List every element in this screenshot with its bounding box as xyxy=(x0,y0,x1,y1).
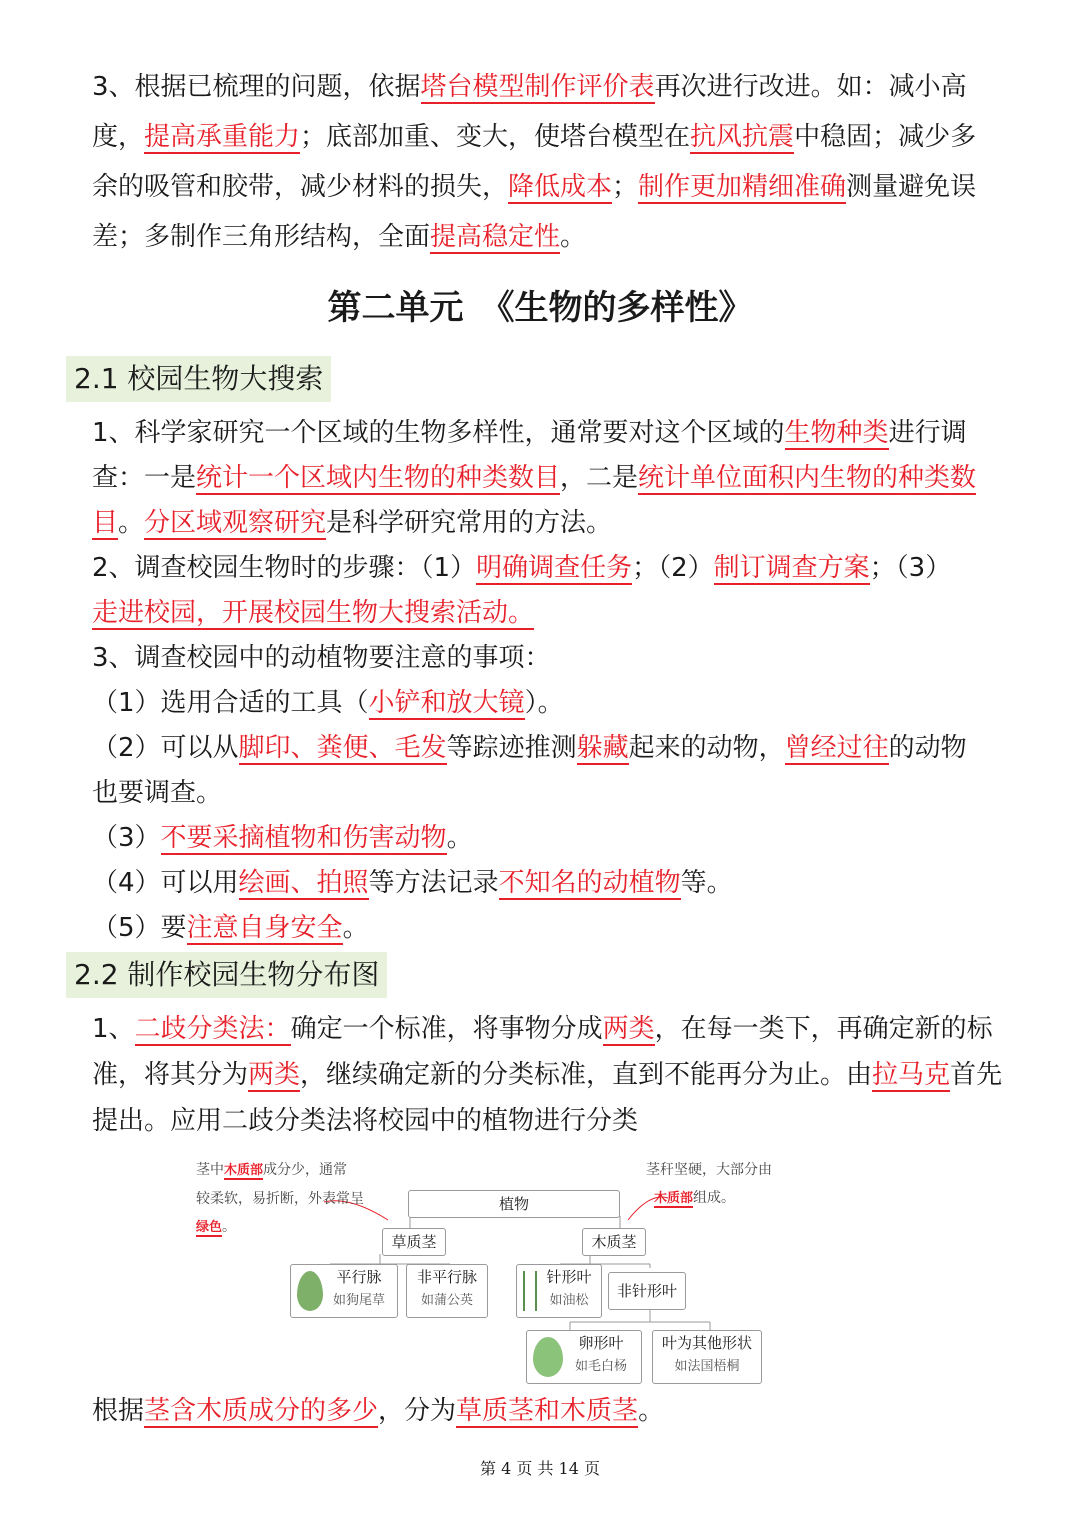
diagram-leaf-needle xyxy=(516,1264,602,1318)
text: 较柔软，易折断，外表常呈 xyxy=(196,1191,364,1207)
text: 1、 xyxy=(92,1014,135,1044)
text: 差；多制作三角形结构，全面 xyxy=(92,222,431,252)
needle-icon xyxy=(523,1271,537,1311)
para3-line3 xyxy=(92,162,1022,212)
answer: 明确调查任务 xyxy=(476,553,633,583)
answer: 两类 xyxy=(602,1014,655,1044)
s21-b-line1 xyxy=(92,543,1022,593)
text: ）。 xyxy=(524,688,564,718)
answer: 不要采摘植物和伤害动物 xyxy=(160,823,447,853)
note-left xyxy=(196,1156,364,1242)
text: 。 xyxy=(446,823,473,853)
diagram-woody-stem: 木质茎 xyxy=(582,1228,646,1256)
answer: 绘画、拍照 xyxy=(238,868,369,898)
text: ； xyxy=(612,172,639,202)
label: 针形叶 xyxy=(546,1268,592,1286)
example: 如狗尾草 xyxy=(332,1293,385,1308)
text: ，继续确定新的分类标准，直到不能再分为止。由 xyxy=(300,1060,873,1090)
text: 。 xyxy=(342,913,369,943)
s21-c-line3 xyxy=(92,813,1022,863)
answer: 生物种类 xyxy=(784,418,889,448)
answer: 制作更加精细准确 xyxy=(638,172,847,202)
text: 的动物 xyxy=(888,733,967,763)
note-right xyxy=(646,1156,772,1213)
text: 成分少，通常 xyxy=(263,1162,348,1178)
example: 如油松 xyxy=(549,1293,589,1308)
s21-c-line1 xyxy=(92,678,1022,728)
text: 查：一是 xyxy=(92,463,197,493)
answer: 走进校园，开展校园生物大搜索活动。 xyxy=(92,598,535,628)
answer: 统计单位面积内生物的种类数 xyxy=(638,463,977,493)
text: 。 xyxy=(560,222,587,252)
text: 测量避免误 xyxy=(846,172,977,202)
s21-c-line5 xyxy=(92,903,1022,953)
text: 等方法记录 xyxy=(368,868,499,898)
answer: 草质茎和木质茎 xyxy=(456,1396,639,1426)
diagram-leaf-ovate xyxy=(526,1330,642,1384)
s21-a-line1 xyxy=(92,408,1022,458)
answer: 提高承重能力 xyxy=(144,122,301,152)
leaf-icon xyxy=(533,1337,563,1377)
text: ；（2） xyxy=(632,553,714,583)
text: 。 xyxy=(118,508,145,538)
para3-line2 xyxy=(92,112,1022,162)
text: 余的吸管和胶带，减少材料的损失， xyxy=(92,172,509,202)
text: 茎中 xyxy=(196,1162,224,1178)
answer: 注意自身安全 xyxy=(186,913,343,943)
text: ；（3） xyxy=(869,553,952,583)
text: 组成。 xyxy=(693,1190,736,1206)
text: 进行调 xyxy=(888,418,967,448)
label: 卵形叶 xyxy=(578,1334,624,1352)
text: 度， xyxy=(92,122,145,152)
text: ，在每一类下，再确定新的标 xyxy=(654,1014,993,1044)
section-heading-2-2: 2.2 制作校园生物分布图 xyxy=(66,952,387,998)
answer: 二歧分类法： xyxy=(134,1014,291,1044)
text: （3） xyxy=(92,823,161,853)
s22-last-line xyxy=(92,1386,1022,1436)
para3-line4 xyxy=(92,212,1022,262)
text: 1、科学家研究一个区域的生物多样性，通常要对这个区域的 xyxy=(92,418,785,448)
section-heading-2-1: 2.1 校园生物大搜索 xyxy=(66,356,331,402)
answer: 茎含木质成分的多少 xyxy=(144,1396,379,1426)
example: 如法国梧桐 xyxy=(674,1359,740,1374)
label: 非平行脉 xyxy=(416,1268,477,1286)
answer: 目 xyxy=(92,508,119,538)
answer: 两类 xyxy=(248,1060,301,1090)
s21-c-line0: 3、调查校园中的动植物要注意的事项： xyxy=(92,643,551,673)
text: （2）可以从 xyxy=(92,733,239,763)
answer: 统计一个区域内生物的种类数目 xyxy=(196,463,561,493)
answer: 木质部 xyxy=(654,1191,694,1206)
text: （5）要 xyxy=(92,913,187,943)
text: 首先 xyxy=(950,1060,1003,1090)
text: 2、调查校园生物时的步骤：（1） xyxy=(92,553,477,583)
leaf-icon xyxy=(297,1271,323,1311)
text: 等。 xyxy=(680,868,733,898)
answer: 分区域观察研究 xyxy=(144,508,327,538)
diagram-leaf-nonneedle: 非针形叶 xyxy=(608,1272,686,1310)
s21-b-line2 xyxy=(92,588,1022,638)
s21-a-line3 xyxy=(92,498,1022,548)
text: ，二是 xyxy=(560,463,639,493)
answer: 脚印、粪便、毛发 xyxy=(238,733,447,763)
unit-title: 第二单元 《生物的多样性》 xyxy=(327,288,753,328)
label: 平行脉 xyxy=(336,1268,382,1286)
answer: 小铲和放大镜 xyxy=(368,688,525,718)
text: 3、根据已梳理的问题，依据 xyxy=(92,72,421,102)
answer: 绿色 xyxy=(196,1220,223,1235)
text: （4）可以用 xyxy=(92,868,239,898)
text: 是科学研究常用的方法。 xyxy=(326,508,613,538)
classification-diagram xyxy=(190,1156,790,1392)
answer: 曾经过往 xyxy=(784,733,889,763)
label: 叶为其他形状 xyxy=(661,1334,752,1352)
text: ，分为 xyxy=(378,1396,457,1426)
answer: 抗风抗震 xyxy=(690,122,795,152)
text: 再次进行改进。如：减小高 xyxy=(654,72,967,102)
example: 如蒲公英 xyxy=(420,1293,473,1308)
text: 确定一个标准，将事物分成 xyxy=(290,1014,603,1044)
page-footer: 第 4 页 共 14 页 xyxy=(480,1459,600,1478)
answer: 躲藏 xyxy=(576,733,629,763)
s21-a-line2 xyxy=(92,453,1022,503)
s22-a-line3: 提出。应用二歧分类法将校园中的植物进行分类 xyxy=(92,1106,639,1136)
text: （1）选用合适的工具（ xyxy=(92,688,369,718)
text: 中稳固；减少多 xyxy=(794,122,977,152)
text: 起来的动物， xyxy=(628,733,785,763)
text: 。 xyxy=(638,1396,665,1426)
answer: 提高稳定性 xyxy=(430,222,561,252)
answer: 木质部 xyxy=(224,1163,264,1178)
text: 等踪迹推测 xyxy=(446,733,577,763)
s21-c-line2 xyxy=(92,723,1022,773)
diagram-herbaceous-stem: 草质茎 xyxy=(382,1228,446,1256)
answer: 拉马克 xyxy=(872,1060,951,1090)
s21-c-line2b: 也要调查。 xyxy=(92,778,223,808)
text: 。 xyxy=(222,1219,237,1235)
s22-a-line1 xyxy=(92,1004,1022,1054)
answer: 降低成本 xyxy=(508,172,613,202)
text: 根据 xyxy=(92,1396,145,1426)
diagram-leaf-other xyxy=(652,1330,762,1384)
para3-line1 xyxy=(92,62,1022,112)
answer: 塔台模型制作评价表 xyxy=(420,72,655,102)
answer: 制订调查方案 xyxy=(713,553,870,583)
s22-a-line2 xyxy=(92,1050,1022,1100)
diagram-leaf-parallel xyxy=(290,1264,398,1318)
s21-c-line4 xyxy=(92,858,1022,908)
diagram-root: 植物 xyxy=(408,1190,620,1218)
answer: 不知名的动植物 xyxy=(498,868,681,898)
text: 茎秆坚硬，大部分由 xyxy=(646,1162,772,1178)
text: ；底部加重、变大，使塔台模型在 xyxy=(300,122,691,152)
example: 如毛白杨 xyxy=(574,1359,627,1374)
text: 准，将其分为 xyxy=(92,1060,249,1090)
diagram-leaf-nonparallel xyxy=(406,1264,488,1318)
